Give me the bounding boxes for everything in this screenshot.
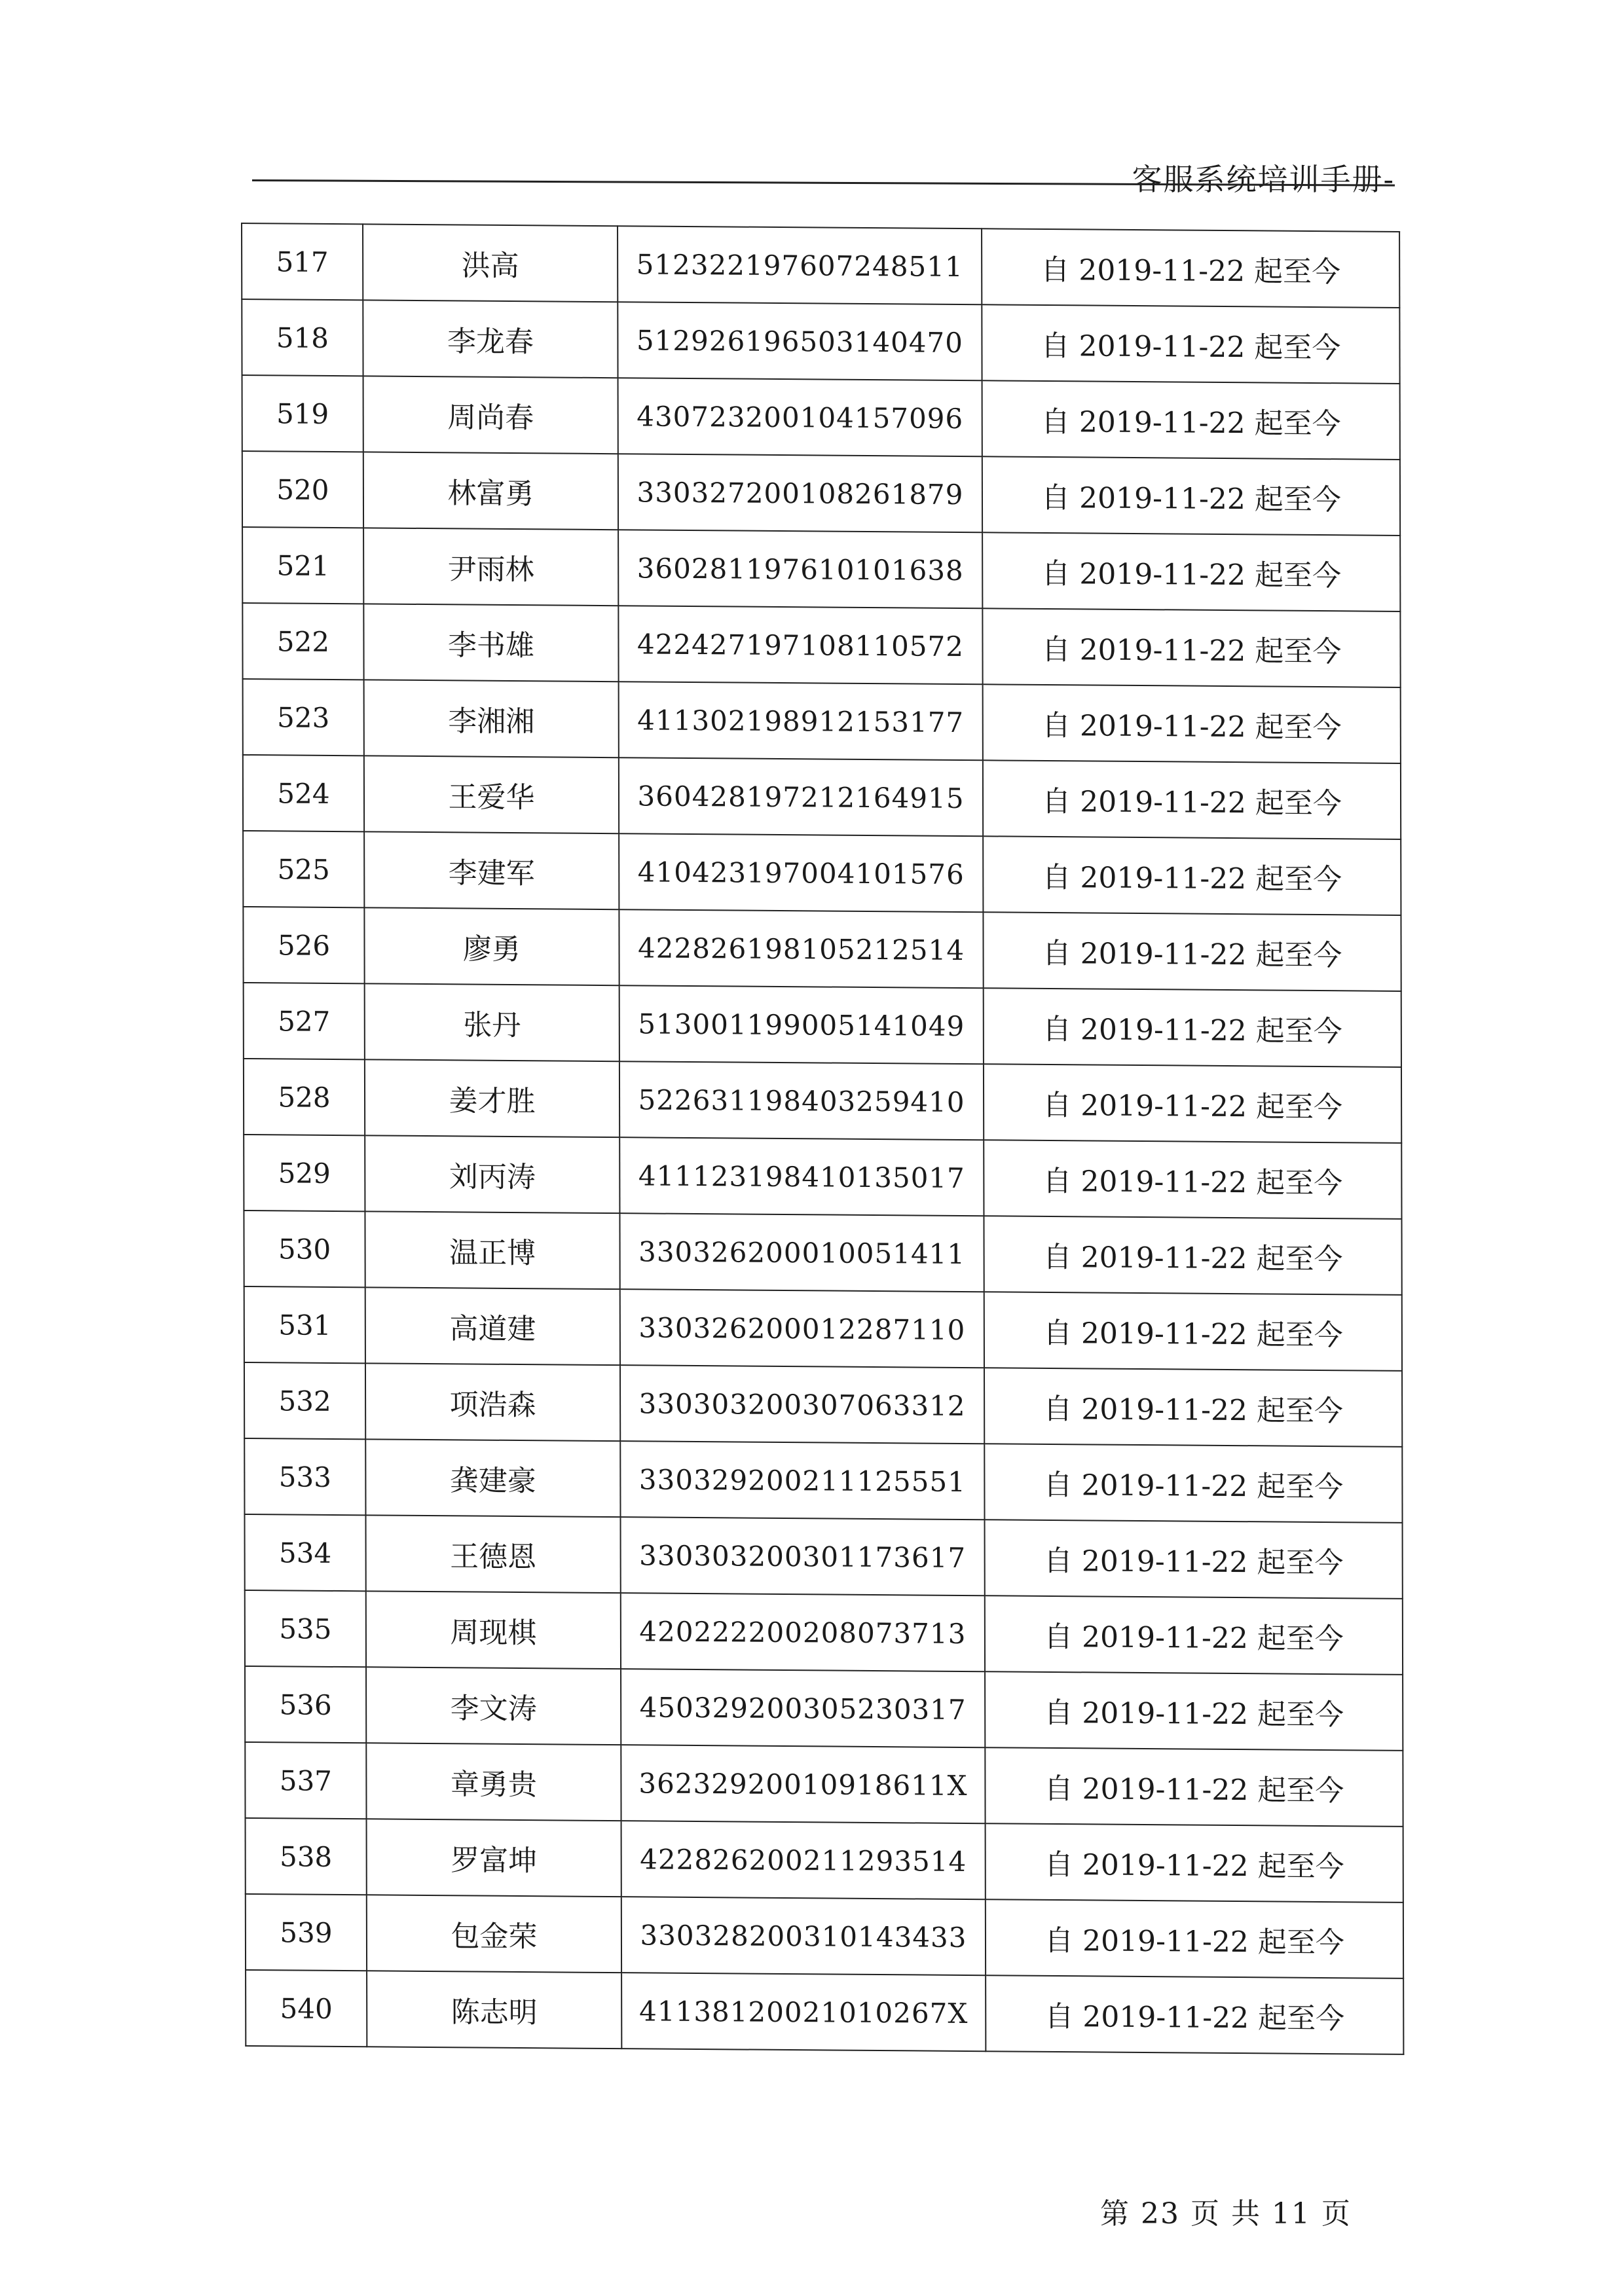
table-row	[245, 1742, 1403, 1827]
id-number-cell: 422427197108110572	[618, 606, 982, 684]
id-number-cell: 513001199005141049	[619, 985, 984, 1064]
table-row	[244, 1362, 1402, 1447]
name-cell: 陈志明	[367, 1971, 621, 2049]
name-cell: 林富勇	[363, 452, 618, 530]
id-number-cell: 330329200211125551	[620, 1441, 984, 1520]
name-cell: 张丹	[365, 983, 619, 1061]
table-row	[244, 1211, 1401, 1295]
period-cell: 自 2019-11-22 起至今	[985, 1747, 1403, 1827]
period-cell: 自 2019-11-22 起至今	[986, 1823, 1403, 1903]
name-cell: 章勇贵	[366, 1743, 621, 1821]
id-number-cell: 450329200305230317	[621, 1669, 985, 1747]
name-cell: 温正博	[365, 1211, 619, 1289]
period-cell: 自 2019-11-22 起至今	[984, 1064, 1401, 1143]
id-number-cell: 411302198912153177	[619, 682, 983, 760]
id-number-cell: 422826200211293514	[621, 1821, 986, 1899]
table-row	[243, 907, 1401, 991]
name-cell: 罗富坤	[367, 1819, 621, 1897]
period-cell: 自 2019-11-22 起至今	[984, 1216, 1401, 1295]
name-cell: 尹雨林	[363, 528, 618, 606]
id-number-cell: 41138120021010267X	[621, 1973, 986, 2051]
table-row	[243, 755, 1401, 839]
period-cell: 自 2019-11-22 起至今	[983, 684, 1401, 763]
row-number-cell: 535	[245, 1590, 366, 1667]
row-number-cell: 521	[242, 527, 363, 604]
period-cell: 自 2019-11-22 起至今	[985, 1671, 1403, 1751]
table-row	[244, 1514, 1402, 1599]
name-cell: 洪高	[363, 224, 618, 302]
row-number-cell: 524	[243, 755, 364, 831]
roster-table	[241, 223, 1404, 2055]
name-cell: 李建军	[364, 831, 619, 909]
row-number-cell: 528	[244, 1059, 365, 1135]
row-number-cell: 537	[245, 1742, 366, 1819]
id-number-cell: 330328200310143433	[621, 1897, 986, 1975]
period-cell: 自 2019-11-22 起至今	[984, 1368, 1402, 1447]
row-number-cell: 538	[246, 1818, 367, 1895]
table-row	[243, 831, 1401, 915]
id-number-cell: 522631198403259410	[619, 1061, 984, 1140]
name-cell: 李书雄	[363, 604, 618, 682]
table-row	[246, 1818, 1403, 1903]
id-number-cell: 512926196503140470	[618, 302, 982, 380]
name-cell: 廖勇	[364, 907, 619, 985]
row-number-cell: 526	[243, 907, 364, 983]
table-row	[246, 1894, 1403, 1978]
row-number-cell: 533	[244, 1438, 365, 1515]
row-number-cell: 530	[244, 1211, 365, 1287]
name-cell: 姜才胜	[365, 1059, 619, 1137]
id-number-cell: 330303200307063312	[620, 1365, 984, 1444]
period-cell: 自 2019-11-22 起至今	[982, 456, 1400, 536]
name-cell: 项浩森	[365, 1363, 620, 1441]
period-cell: 自 2019-11-22 起至今	[982, 532, 1400, 611]
name-cell: 李龙春	[363, 300, 618, 378]
id-number-cell: 360281197610101638	[618, 530, 982, 608]
table-row	[243, 679, 1401, 763]
name-cell: 王德恩	[365, 1515, 620, 1593]
name-cell: 李湘湘	[364, 680, 619, 757]
id-number-cell: 330326200012287110	[620, 1289, 984, 1368]
id-number-cell: 420222200208073713	[621, 1593, 985, 1671]
roster-table-container	[241, 223, 1397, 2055]
row-number-cell: 532	[244, 1362, 365, 1439]
id-number-cell: 410423197004101576	[619, 833, 983, 912]
roster-table-body	[242, 223, 1403, 2054]
table-row	[242, 527, 1400, 611]
id-number-cell: 360428197212164915	[619, 757, 983, 836]
period-cell: 自 2019-11-22 起至今	[986, 1975, 1403, 2054]
period-cell: 自 2019-11-22 起至今	[985, 1595, 1403, 1675]
row-number-cell: 519	[242, 375, 363, 452]
id-number-cell: 422826198105212514	[619, 909, 983, 988]
name-cell: 王爱华	[364, 756, 619, 833]
id-number-cell: 512322197607248511	[618, 226, 982, 304]
row-number-cell: 540	[246, 1970, 367, 2047]
name-cell: 周尚春	[363, 376, 618, 454]
id-number-cell: 330326200010051411	[619, 1213, 984, 1292]
id-number-cell: 430723200104157096	[618, 378, 982, 456]
id-number-cell: 411123198410135017	[619, 1137, 984, 1216]
table-row	[242, 375, 1400, 460]
table-row	[244, 983, 1401, 1067]
table-row	[242, 451, 1400, 536]
period-cell: 自 2019-11-22 起至今	[985, 1520, 1403, 1599]
name-cell: 龚建豪	[365, 1439, 620, 1517]
id-number-cell: 36232920010918611X	[621, 1745, 985, 1823]
table-row	[244, 1286, 1402, 1371]
period-cell: 自 2019-11-22 起至今	[982, 380, 1400, 460]
period-cell: 自 2019-11-22 起至今	[982, 608, 1400, 687]
table-row	[245, 1590, 1403, 1675]
table-row	[244, 1135, 1401, 1219]
row-number-cell: 527	[244, 983, 365, 1059]
period-cell: 自 2019-11-22 起至今	[982, 228, 1399, 308]
row-number-cell: 529	[244, 1135, 365, 1211]
row-number-cell: 531	[244, 1286, 365, 1363]
period-cell: 自 2019-11-22 起至今	[984, 988, 1401, 1067]
table-row	[242, 603, 1400, 687]
period-cell: 自 2019-11-22 起至今	[983, 760, 1401, 839]
name-cell: 高道建	[365, 1287, 620, 1365]
page-footer: 第 23 页 共 11 页	[1100, 2197, 1352, 2231]
row-number-cell: 520	[242, 451, 363, 528]
table-row	[244, 1059, 1401, 1143]
table-row	[242, 299, 1399, 384]
table-row	[242, 223, 1399, 308]
name-cell: 包金荣	[367, 1895, 621, 1973]
id-number-cell: 330327200108261879	[618, 454, 982, 532]
period-cell: 自 2019-11-22 起至今	[984, 1444, 1402, 1523]
period-cell: 自 2019-11-22 起至今	[983, 912, 1401, 991]
id-number-cell: 330303200301173617	[621, 1517, 985, 1595]
row-number-cell: 517	[242, 223, 363, 300]
name-cell: 刘丙涛	[365, 1135, 619, 1213]
table-row	[246, 1970, 1403, 2054]
row-number-cell: 523	[243, 679, 364, 756]
period-cell: 自 2019-11-22 起至今	[982, 304, 1399, 384]
row-number-cell: 534	[244, 1514, 365, 1591]
row-number-cell: 522	[242, 603, 363, 680]
name-cell: 李文涛	[366, 1667, 621, 1745]
period-cell: 自 2019-11-22 起至今	[984, 1292, 1402, 1371]
row-number-cell: 539	[246, 1894, 367, 1971]
row-number-cell: 525	[243, 831, 364, 907]
table-row	[244, 1438, 1402, 1523]
document-header-title: 客服系统培训手册-	[1132, 162, 1395, 197]
period-cell: 自 2019-11-22 起至今	[986, 1899, 1403, 1978]
row-number-cell: 536	[245, 1666, 366, 1743]
table-row	[245, 1666, 1403, 1751]
period-cell: 自 2019-11-22 起至今	[983, 836, 1401, 915]
period-cell: 自 2019-11-22 起至今	[984, 1140, 1401, 1219]
name-cell: 周现棋	[366, 1591, 621, 1669]
row-number-cell: 518	[242, 299, 363, 376]
